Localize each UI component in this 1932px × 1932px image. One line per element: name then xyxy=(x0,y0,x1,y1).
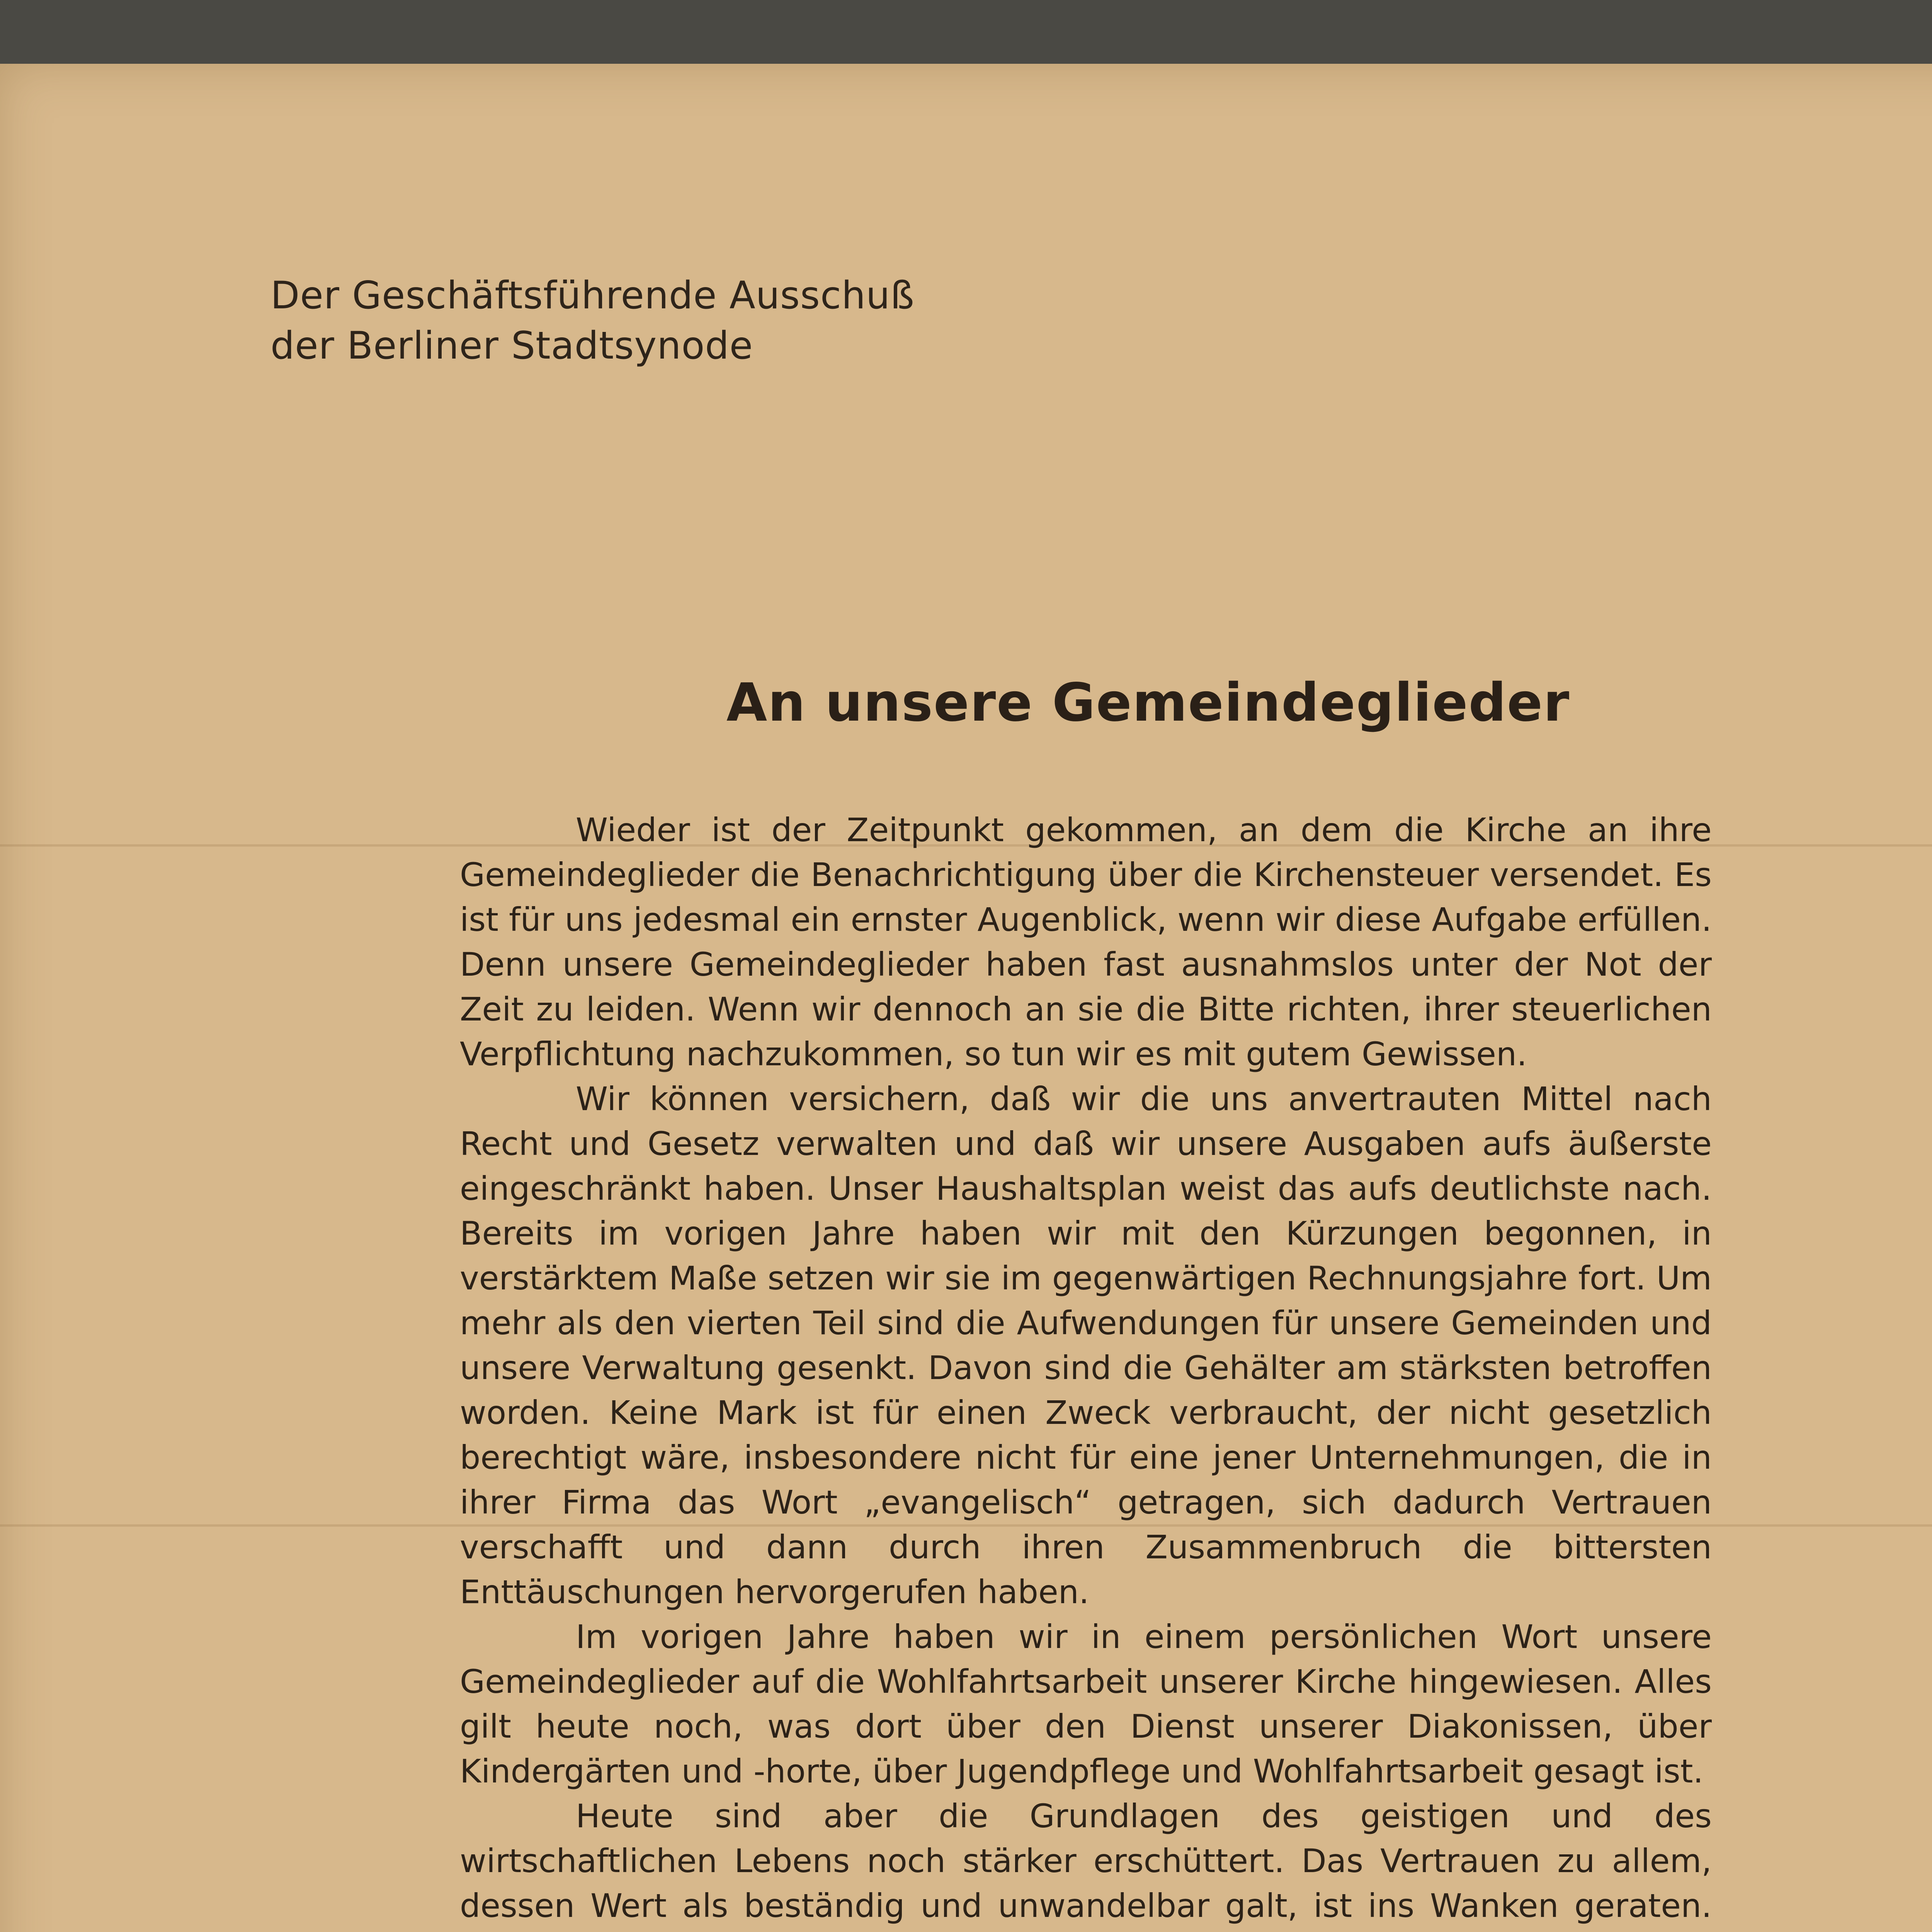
sender-line-2: der Berliner Stadtsynode xyxy=(270,324,753,368)
paragraph: Heute sind aber die Grundlagen des geistigen und des wirtschaftlichen Lebens noch stärker erschüttert. Das Vertrauen zu allem, dessen Wert als beständig und unwandelbar galt, ist ins Wanken geraten. xyxy=(460,1797,1712,1925)
paragraph: Wir können versichern, daß wir die uns anvertrauten Mittel nach Recht und Gesetz verwalten und daß wir unsere Ausgaben aufs äußerste eingeschränkt haben. Unser Haushaltsplan weist das aufs deutlichste nach. Bereits im vorigen Jahre haben wir mit den Kürzungen begonnen, in verstärktem Maße setzen wir sie im gegenwärtigen Rechnungsjahre fort. Um mehr als den vierten Teil sind die Aufwendungen für unsere Gemeinden und unsere Verwaltung gesenkt. Davon sind die Gehälter am stärksten betroffen worden. Keine Mark ist für einen Zweck verbraucht, der nicht gesetzlich berechtigt wäre, insbesondere nicht für eine jener Unternehmungen, die in ihrer Firma das Wort „evangelisch“ getragen, sich dadurch Vertrauen verschafft und dann durch ihren Zusammenbruch die bittersten Enttäuschungen hervorgerufen haben. xyxy=(460,1080,1712,1611)
letter-body xyxy=(460,808,1712,1932)
sender-block xyxy=(270,270,915,371)
paragraph: Im vorigen Jahre haben wir in einem persönlichen Wort unsere Gemeindeglieder auf die Wohlfahrtsarbeit unserer Kirche hingewiesen. Alles gilt heute noch, was dort über den Dienst unserer Diakonissen, über Kindergärten und -horte, über Jugendpflege und Wohlfahrtsarbeit gesagt ist. xyxy=(460,1618,1712,1790)
paragraph: Wieder ist der Zeitpunkt gekommen, an dem die Kirche an ihre Gemeindeglieder die Benachrichtigung über die Kirchensteuer versendet. Es ist für uns jedesmal ein ernster Augenblick, wenn wir diese Aufgabe erfüllen. Denn unsere Gemeindeglieder haben fast ausnahmslos unter der Not der Zeit zu leiden. Wenn wir dennoch an sie die Bitte richten, ihrer steuerlichen Verpflichtung nachzukommen, so tun wir es mit gutem Gewissen. xyxy=(460,811,1712,1073)
sender-line-1: Der Geschäftsführende Ausschuß xyxy=(270,274,915,318)
letter-heading: An unsere Gemeindeglieder xyxy=(726,672,1570,733)
